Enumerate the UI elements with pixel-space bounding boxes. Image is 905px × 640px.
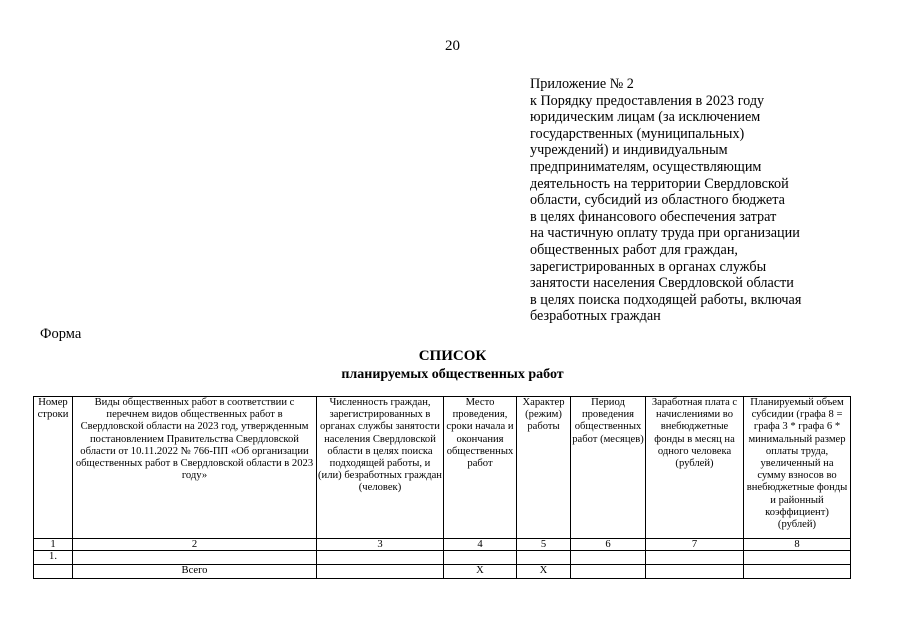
form-label: Форма	[40, 326, 82, 342]
column-number: 2	[73, 539, 317, 551]
table-cell	[571, 565, 646, 579]
appendix-line: в целях поиска подходящей работы, включая	[530, 291, 802, 308]
column-number: 3	[317, 539, 444, 551]
appendix-line: учреждений) и индивидуальным	[530, 142, 728, 159]
appendix-line: зарегистрированных в органах службы	[530, 258, 767, 275]
appendix-line: области, субсидий из областного бюджета	[530, 192, 785, 209]
document-title: СПИСОК	[418, 348, 487, 364]
appendix-line: к Порядку предоставления в 2023 году	[530, 92, 765, 109]
appendix-line: предпринимателям, осуществляющим	[530, 158, 762, 175]
table-cell	[646, 551, 744, 565]
table-cell	[744, 551, 851, 565]
total-col5-mark: Х	[517, 565, 571, 579]
appendix-line: безработных граждан	[530, 308, 661, 325]
column-number: 4	[444, 539, 517, 551]
header-cell: Виды общественных работ в соответствии с перечнем видов общественных работ в Свердловской области на 2023 год, утвержденным постановлением Правительства Свердловской области от 10.11.2022 № 766-ПП «Об организации общественных работ в Свердловской области в 2023 году»	[73, 397, 317, 539]
header-cell: Период проведения общественных работ (месяцев)	[571, 397, 646, 539]
public-works-table	[33, 396, 851, 579]
header-cell: Планируемый объем субсидии (графа 8 = графа 3 * графа 6 * минимальный размер оплаты труда, увеличенный на сумму взносов во внебюджетные фонды и районный коэффициент) (рублей)	[744, 397, 851, 539]
table-cell	[517, 551, 571, 565]
table-row	[34, 551, 851, 565]
header-cell: Заработная плата с начислениями во внебюджетные фонды в месяц на одного человека (рублей)	[646, 397, 744, 539]
appendix-line: на частичную оплату труда при организации	[530, 225, 800, 242]
total-row	[34, 565, 851, 579]
total-label: Всего	[73, 565, 317, 579]
appendix-line: занятости населения Свердловской области	[530, 275, 794, 292]
header-cell: Место проведения, сроки начала и окончания общественных работ	[444, 397, 517, 539]
appendix-line: общественных работ для граждан,	[530, 241, 738, 258]
total-col4-mark: Х	[444, 565, 517, 579]
appendix-line: Приложение № 2	[530, 76, 634, 92]
header-cell: Характер (режим) работы	[517, 397, 571, 539]
appendix-line: государственных (муниципальных)	[530, 125, 745, 142]
table-cell	[317, 551, 444, 565]
appendix-line: юридическим лицам (за исключением	[530, 109, 761, 126]
row-number: 1.	[34, 551, 73, 565]
column-number: 5	[517, 539, 571, 551]
column-number-row	[34, 539, 851, 551]
table-header-row	[34, 397, 851, 539]
table-cell	[646, 565, 744, 579]
column-number: 8	[744, 539, 851, 551]
table-cell	[744, 565, 851, 579]
header-cell: Номер строки	[34, 397, 73, 539]
table-cell	[317, 565, 444, 579]
table-cell	[444, 551, 517, 565]
table-cell	[571, 551, 646, 565]
table-cell	[34, 565, 73, 579]
column-number: 6	[571, 539, 646, 551]
document-subtitle: планируемых общественных работ	[341, 367, 564, 382]
column-number: 7	[646, 539, 744, 551]
appendix-line: деятельность на территории Свердловской	[530, 175, 789, 192]
appendix-block	[530, 76, 900, 325]
table-cell	[73, 551, 317, 565]
appendix-line: в целях финансового обеспечения затрат	[530, 208, 777, 225]
page-number: 20	[445, 38, 460, 54]
header-cell: Численность граждан, зарегистрированных в органах службы занятости населения Свердловской области в целях поиска подходящей работы, и (или) безработных граждан (человек)	[317, 397, 444, 539]
column-number: 1	[34, 539, 73, 551]
